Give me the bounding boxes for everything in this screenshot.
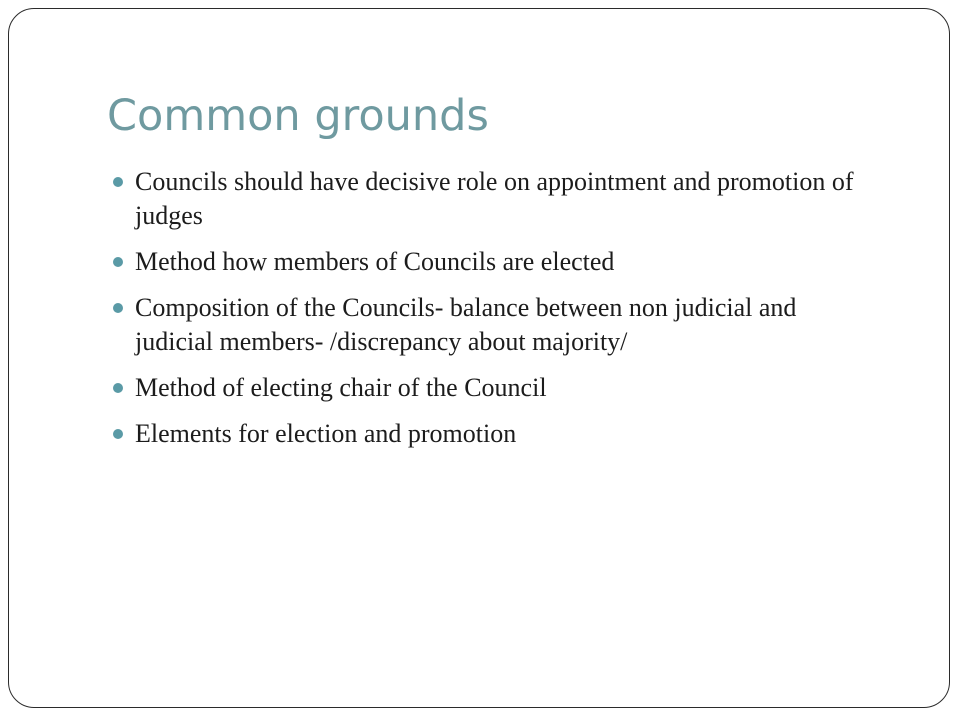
bullet-list: [107, 165, 867, 463]
bullet-dot-icon: [113, 257, 123, 267]
bullet-text: Elements for election and promotion: [135, 419, 517, 448]
bullet-text: Method how members of Councils are elected: [135, 247, 615, 276]
bullet-text: Method of electing chair of the Council: [135, 373, 547, 402]
bullet-item: [107, 245, 867, 279]
bullet-item: [107, 417, 867, 451]
bullet-dot-icon: [113, 429, 123, 439]
bullet-text: Composition of the Councils- balance between non judicial and judicial members- /discrepancy about majority/: [135, 293, 797, 356]
bullet-dot-icon: [113, 177, 123, 187]
bullet-text: Councils should have decisive role on appointment and promotion of judges: [135, 167, 854, 230]
bullet-dot-icon: [113, 303, 123, 313]
slide-frame: [8, 8, 950, 708]
slide-title: Common grounds: [107, 91, 489, 141]
bullet-item: [107, 291, 867, 359]
bullet-dot-icon: [113, 383, 123, 393]
bullet-item: [107, 165, 867, 233]
bullet-item: [107, 371, 867, 405]
